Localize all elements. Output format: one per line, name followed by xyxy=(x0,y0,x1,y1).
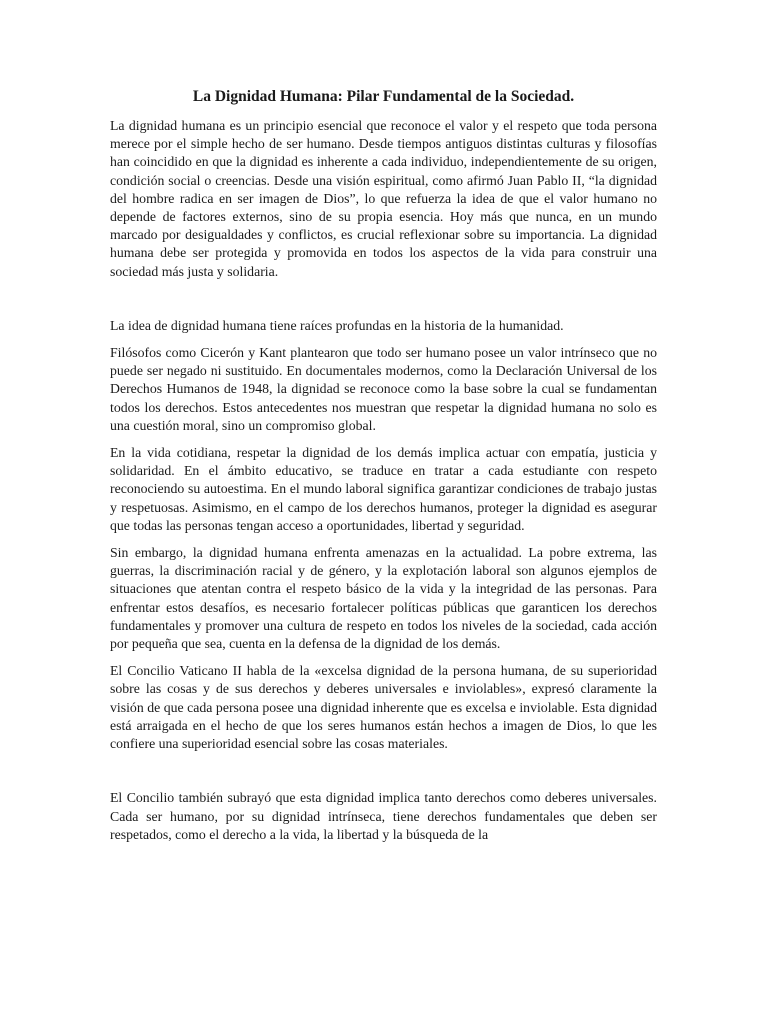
paragraph-threats: Sin embargo, la dignidad humana enfrenta amenazas en la actualidad. La pobre extrema, las guerras, la discriminación racial y de género, y la explotación laboral son algunos ejemplos de situaciones que atentan contra el respeto básico de la vida y la integridad de las personas. Para enfrentar estos desafíos, es necesario fortalecer políticas públicas que garanticen los derechos fundamentales y promover una cultura de respeto en todos los niveles de la sociedad, cada acción por pequeña que sea, cuenta en la defensa de la dignidad de los demás. xyxy=(110,545,657,652)
paragraph-gap xyxy=(110,762,657,789)
paragraph-daily-life: En la vida cotidiana, respetar la dignidad de los demás implica actuar con empatía, justicia y solidaridad. En el ámbito educativo, se traduce en tratar a cada estudiante con respeto reconociendo su autoestima. En el mundo laboral significa garantizar condiciones de trabajo justas y respetuosas. Asimismo, en el campo de los derechos humanos, proteger la dignidad es asegurar que todas las personas tengan acceso a oportunidades, libertad y seguridad. xyxy=(110,445,657,533)
paragraph-rights-duties: El Concilio también subrayó que esta dignidad implica tanto derechos como deberes universales. Cada ser humano, por su dignidad intrínseca, tiene derechos fundamentales que deben ser respetados, como el derecho a la vida, la libertad y la búsqueda de la xyxy=(110,790,657,842)
document-title: La Dignidad Humana: Pilar Fundamental de la Sociedad. xyxy=(192,88,575,105)
paragraph-introduction: La dignidad humana es un principio esencial que reconoce el valor y el respeto que toda persona merece por el simple hecho de ser humano. Desde tiempos antiguos distintas culturas y filosofías han coincidido en que la dignidad es inherente a cada individuo, independientemente de su origen, condición social o creencias. Desde una visión espiritual, como afirmó Juan Pablo II, “la dignidad del hombre radica en ser imagen de Dios”, lo que refuerza la idea de que el valor humano no depende de factores externos, sino de su propia esencia. Hoy más que nunca, en un mundo marcado por desigualdades y conflictos, es crucial reflexionar sobre su importancia. La dignidad humana debe ser protegida y promovida en todos los aspectos de la vida para construir una sociedad más justa y solidaria. xyxy=(110,118,657,279)
paragraph-philosophers: Filósofos como Cicerón y Kant plantearon que todo ser humano posee un valor intrínseco que no puede ser negado ni sustituido. En documentales modernos, como la Declaración Universal de los Derechos Humanos de 1948, la dignidad se reconoce como la base sobre la cual se fundamentan todos los derechos. Estos antecedentes nos muestran que respetar la dignidad humana no solo es una cuestión moral, sino un compromiso global. xyxy=(110,345,657,433)
paragraph-gap xyxy=(110,290,657,317)
document-page xyxy=(110,86,657,853)
paragraph-history-intro: La idea de dignidad humana tiene raíces profundas en la historia de la humanidad. xyxy=(110,317,564,333)
paragraph-vatican-council: El Concilio Vaticano II habla de la «excelsa dignidad de la persona humana, de su superioridad sobre las cosas y de sus derechos y deberes universales e inviolables», expresó claramente la visión de que cada persona posee una dignidad inherente que es excelsa e inviolable. Esta dignidad está arraigada en el hecho de que los seres humanos están hechos a imagen de Dios, lo que les confiere una superioridad esencial sobre las cosas materiales. xyxy=(110,663,657,752)
